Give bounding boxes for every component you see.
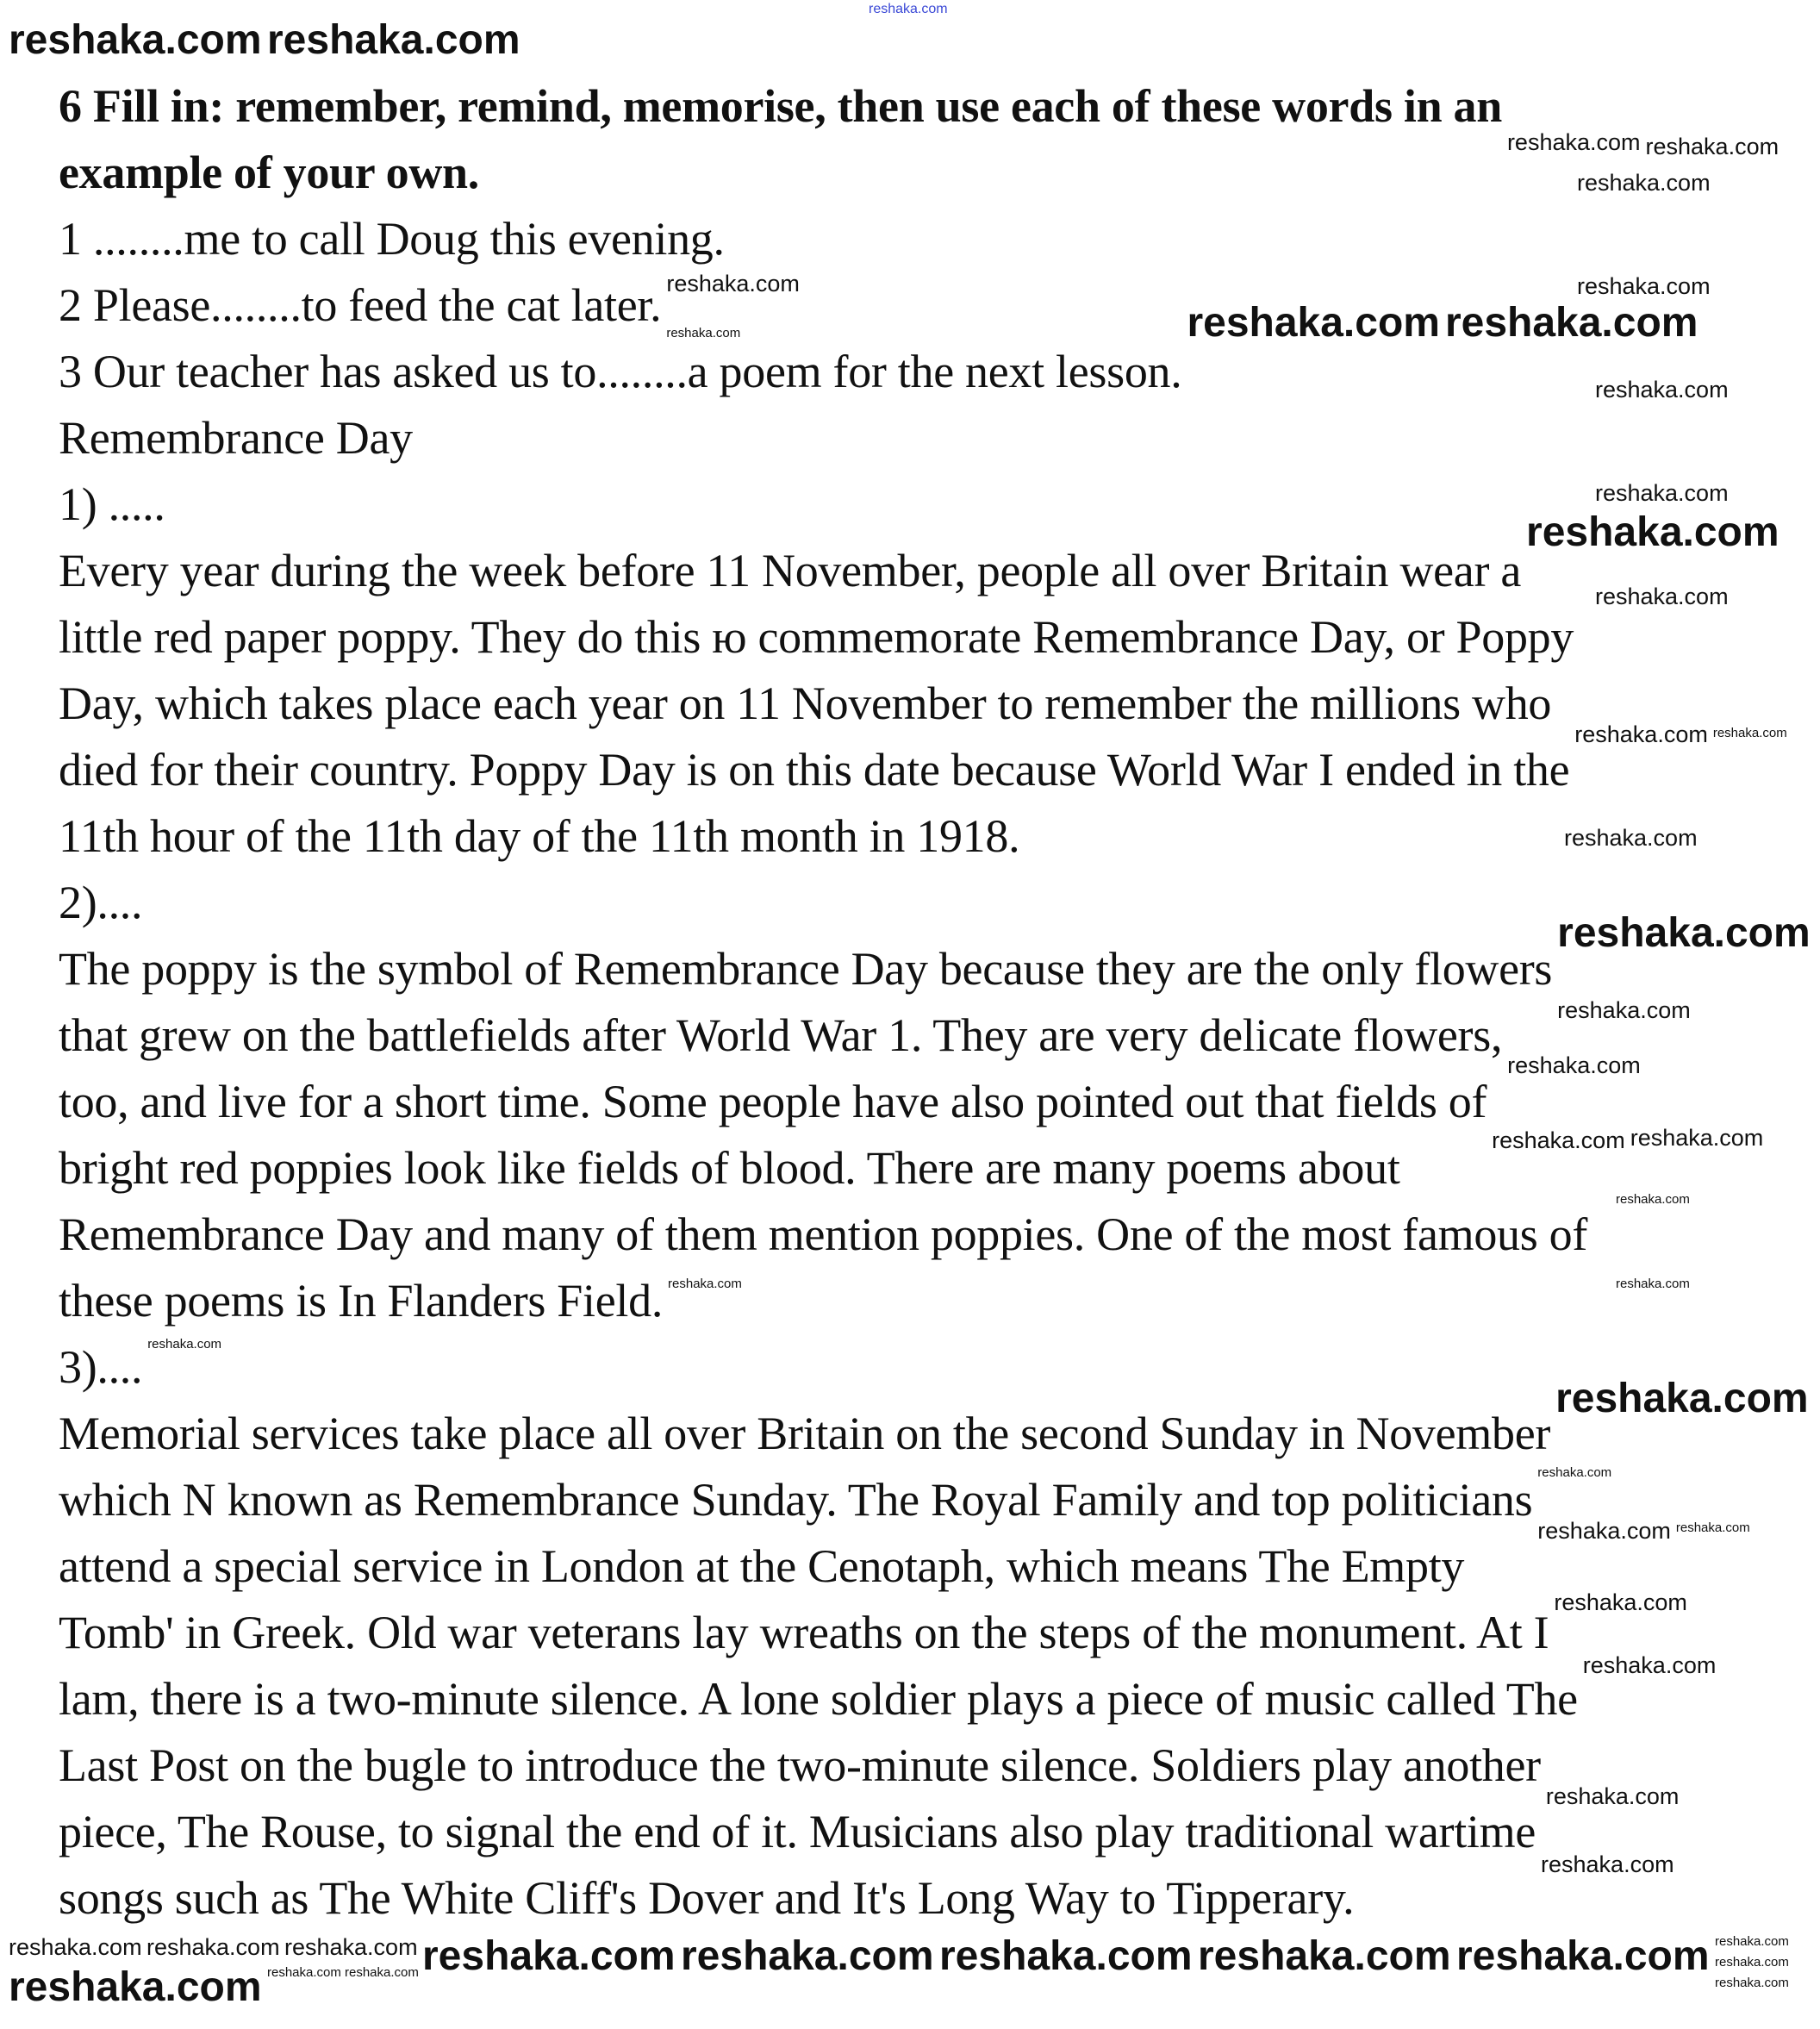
text-line: 1) ..... <box>59 478 165 530</box>
watermark: reshaka.com <box>267 1965 341 1980</box>
text-line: Every year during the week before 11 November, people all over Britain wear a <box>59 545 1522 596</box>
text-line: songs such as The White Cliff's Dover and It's Long Way to Tipperary. <box>59 1872 1355 1924</box>
text-line: Tomb' in Greek. Old war veterans lay wreaths on the steps of the monument. At I <box>59 1607 1549 1658</box>
watermark: reshaka.com <box>9 17 262 63</box>
watermark: reshaka.com <box>1456 1933 1710 1979</box>
watermark: reshaka.com <box>267 17 520 63</box>
watermark: reshaka.com <box>1675 1520 1750 1535</box>
exercise-item: 3 Our teacher has asked us to........a poem for the next lesson. <box>59 346 1182 397</box>
watermark: reshaka.com <box>1715 1934 1789 1949</box>
watermark: reshaka.com <box>422 1933 676 1979</box>
watermark: reshaka.com <box>1506 129 1641 155</box>
watermark: reshaka.com <box>1712 725 1787 740</box>
watermark: reshaka.com <box>1537 1518 1671 1544</box>
watermark: reshaka.com <box>681 1933 934 1979</box>
watermark: reshaka.com <box>1187 300 1440 346</box>
watermark: reshaka.com <box>9 1934 142 1960</box>
text-line: Day, which takes place each year on 11 November to remember the millions who <box>59 677 1552 729</box>
watermark: reshaka.com <box>1526 509 1779 555</box>
text-line: Last Post on the bugle to introduce the two-minute silence. Soldiers play another <box>59 1739 1541 1791</box>
watermark: reshaka.com <box>1198 1933 1451 1979</box>
watermark: reshaka.com <box>1577 169 1711 196</box>
watermark: reshaka.com <box>9 1964 262 2010</box>
exercise-item: 2 Please........to feed the cat later. <box>59 279 662 331</box>
text-line: 11th hour of the 11th day of the 11th month in 1918. <box>59 810 1020 862</box>
watermark: reshaka.com <box>1554 1589 1687 1615</box>
watermark: reshaka.com <box>1582 1652 1717 1678</box>
watermark: reshaka.com <box>1595 583 1729 609</box>
text-line: Memorial services take place all over Britain on the second Sunday in November <box>59 1408 1551 1459</box>
watermark: reshaka.com <box>1574 721 1708 747</box>
text-line: which N known as Remembrance Sunday. The Royal Family and top politicians <box>59 1474 1533 1526</box>
document-body <box>59 73 1587 1932</box>
text-line: died for their country. Poppy Day is on this date because World War I ended in the <box>59 744 1570 796</box>
watermark: reshaka.com <box>1595 376 1729 403</box>
watermark: reshaka.com <box>1537 1464 1612 1480</box>
watermark: reshaka.com <box>1616 1276 1690 1291</box>
watermark: reshaka.com <box>147 1337 222 1352</box>
watermark: reshaka.com <box>1492 1127 1625 1153</box>
text-line: bright red poppies look like fields of blood. There are many poems about <box>59 1142 1400 1194</box>
text-paragraphs <box>59 471 1587 1932</box>
text-line: 2).... <box>59 877 143 928</box>
watermark: reshaka.com <box>666 270 800 297</box>
exercise-item: 1 ........me to call Doug this evening. <box>59 213 725 265</box>
watermark: reshaka.com <box>1715 1976 1789 1990</box>
text-heading: Remembrance Day <box>59 412 413 464</box>
text-line: lam, there is a two-minute silence. A lone soldier plays a piece of music called The <box>59 1673 1578 1725</box>
text-line: too, and live for a short time. Some people have also pointed out that fields of <box>59 1076 1487 1127</box>
watermark: reshaka.com <box>1616 1192 1690 1207</box>
watermark: reshaka.com <box>1557 996 1691 1023</box>
watermark: reshaka.com <box>1564 825 1698 851</box>
watermark: reshaka.com <box>1577 272 1711 299</box>
site-link[interactable]: reshaka.com <box>869 2 948 16</box>
watermark: reshaka.com <box>146 1934 280 1960</box>
watermark: reshaka.com <box>666 326 741 340</box>
watermark: reshaka.com <box>1715 1955 1789 1970</box>
watermark: reshaka.com <box>1545 1782 1680 1809</box>
watermark: reshaka.com <box>1557 910 1811 956</box>
watermark: reshaka.com <box>1541 1851 1674 1877</box>
watermark: reshaka.com <box>1645 133 1779 159</box>
text-line: 3).... <box>59 1341 143 1393</box>
text-line: these poems is In Flanders Field. <box>59 1275 664 1327</box>
watermark: reshaka.com <box>1507 1052 1641 1078</box>
exercise-title: example of your own. <box>59 147 479 198</box>
text-line: The poppy is the symbol of Remembrance Day because they are the only flowers <box>59 943 1553 995</box>
text-line: that grew on the battlefields after World War 1. They are very delicate flowers, <box>59 1009 1503 1061</box>
watermark: reshaka.com <box>1444 300 1698 346</box>
exercise-title: 6 Fill in: remember, remind, memorise, then use each of these words in an <box>59 80 1502 132</box>
text-line: attend a special service in London at the Cenotaph, which means The Empty <box>59 1540 1465 1592</box>
watermark: reshaka.com <box>345 1965 419 1980</box>
text-line: piece, The Rouse, to signal the end of it. Musicians also play traditional wartime <box>59 1806 1536 1857</box>
watermark: reshaka.com <box>1630 1125 1764 1151</box>
watermark: reshaka.com <box>1595 479 1729 506</box>
text-line: little red paper poppy. They do this ю commemorate Remembrance Day, or Poppy <box>59 611 1574 663</box>
watermark: reshaka.com <box>284 1934 418 1960</box>
watermark: reshaka.com <box>1555 1376 1809 1421</box>
watermark: reshaka.com <box>668 1276 742 1291</box>
watermark: reshaka.com <box>939 1933 1193 1979</box>
text-line: Remembrance Day and many of them mention poppies. One of the most famous of <box>59 1208 1588 1260</box>
